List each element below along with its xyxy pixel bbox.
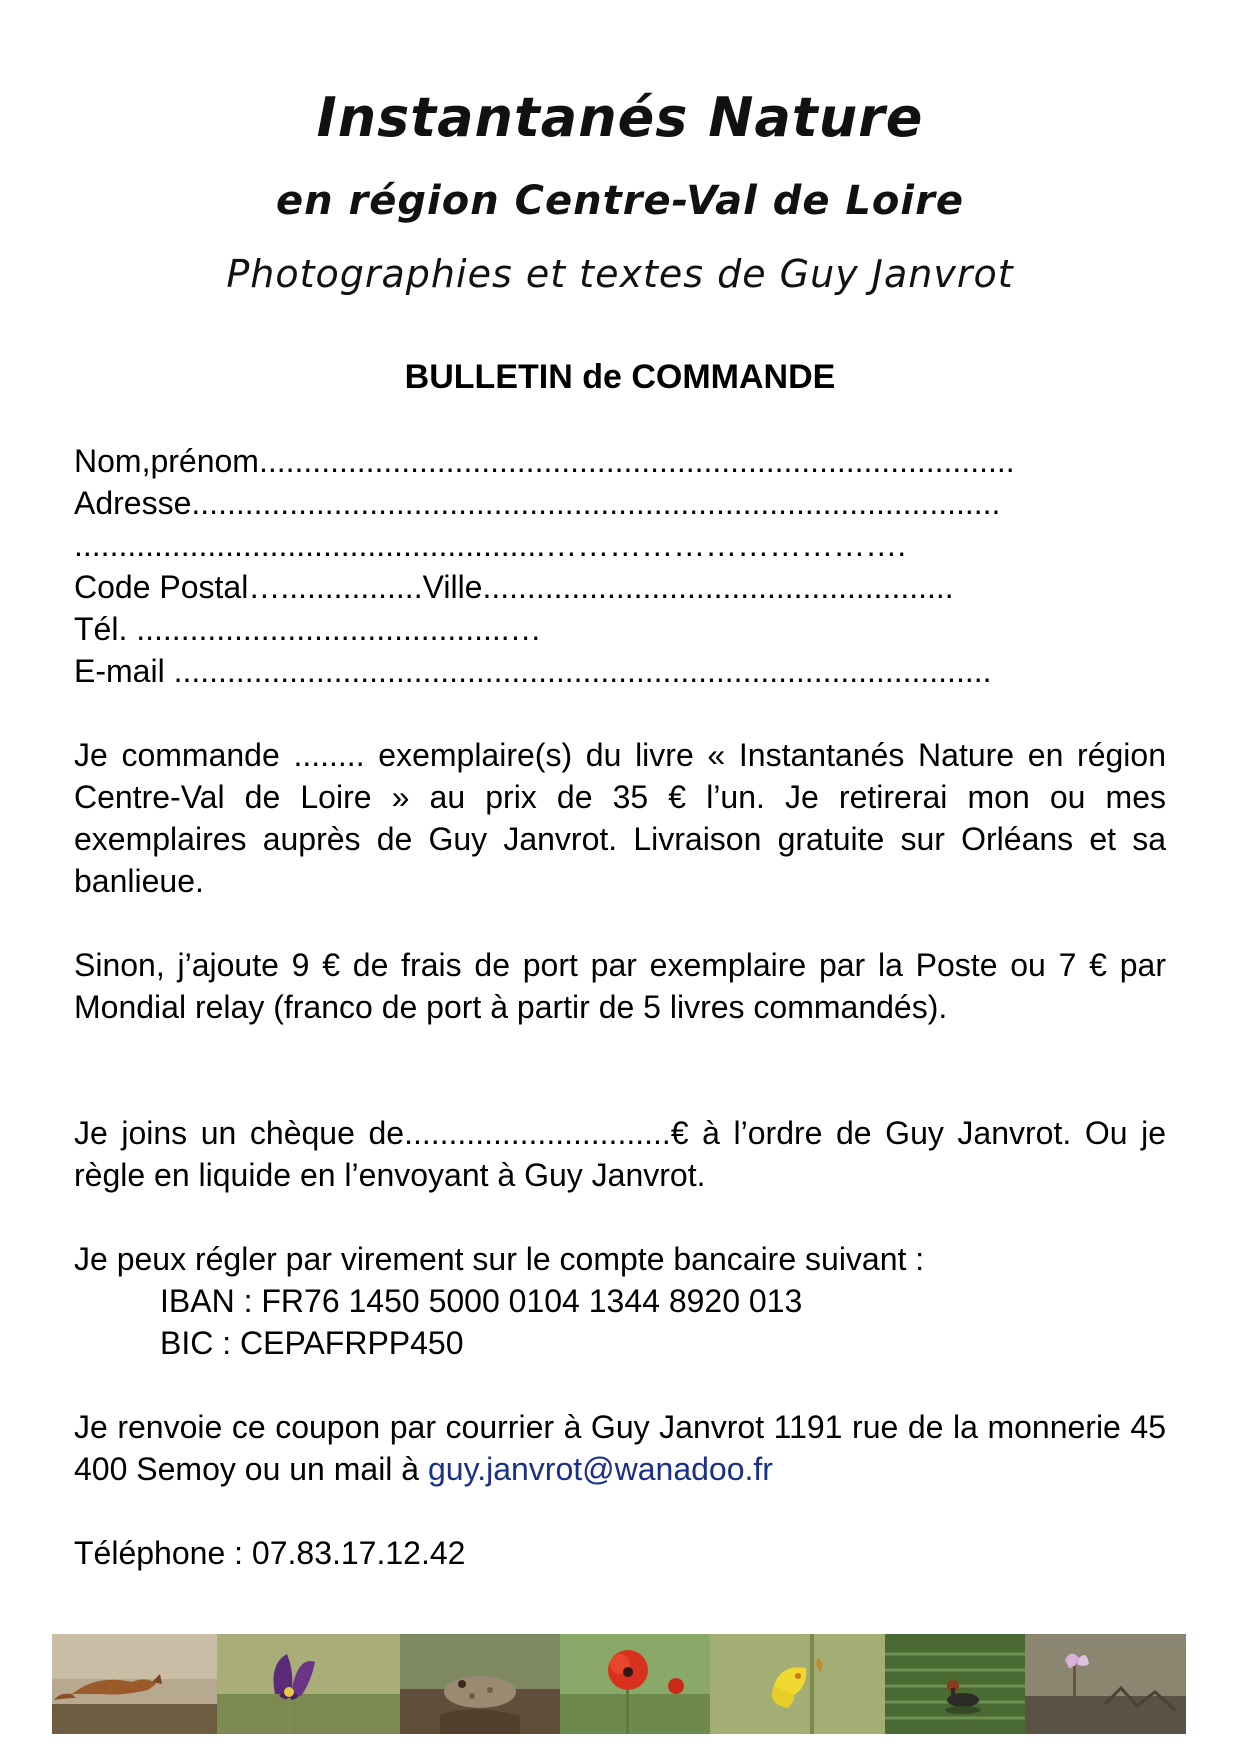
bic: BIC : CEPAFRPP450 xyxy=(160,1325,464,1361)
bank-intro: Je peux régler par virement sur le compte bancaire suivant : xyxy=(74,1241,925,1277)
iban: IBAN : FR76 1450 5000 0104 1344 8920 013 xyxy=(160,1283,803,1319)
order-paragraph: Je commande ........ exemplaire(s) du livre « Instantanés Nature en région Centre-Val de Loire » au prix de 35 € l’un. Je retirerai mon ou mes exemplaires auprès de Guy Janvrot. Livraison gratuite sur Orléans et sa banlieue. xyxy=(74,737,1166,899)
toad-photo xyxy=(400,1634,560,1734)
email-link[interactable]: guy.janvrot@wanadoo.fr xyxy=(427,1451,773,1487)
name-field[interactable]: Nom,prénom..................................................................................... xyxy=(74,443,1015,479)
order-form-heading: BULLETIN de COMMANDE xyxy=(404,358,836,396)
address-field-2[interactable]: .....................................................……………………………. xyxy=(74,527,907,563)
address-field[interactable]: Adresse........................................................................................... xyxy=(74,485,1001,521)
phone-field[interactable]: Tél. ..........................................… xyxy=(74,611,542,647)
photo-strip xyxy=(52,1634,1186,1734)
return-paragraph xyxy=(74,1406,1166,1490)
cyclamen-photo xyxy=(1025,1634,1186,1734)
shipping-paragraph: Sinon, j’ajoute 9 € de frais de port par exemplaire par la Poste ou 7 € par Mondial relay (franco de port à partir de 5 livres commandés). xyxy=(74,947,1166,1025)
return-text: Je renvoie ce coupon par courrier à Guy Janvrot 1191 rue de la monnerie 45 400 Semoy ou un mail à xyxy=(74,1409,1166,1487)
book-credit: Photographies et textes de Guy Janvrot xyxy=(226,252,1014,296)
poppy-photo xyxy=(560,1634,710,1734)
customer-info-form xyxy=(74,440,1166,692)
bank-transfer-section xyxy=(74,1238,1166,1364)
fox-photo xyxy=(52,1634,217,1734)
grebe-photo xyxy=(885,1634,1025,1734)
payment-paragraph: Je joins un chèque de..............................€ à l’ordre de Guy Janvrot. Ou je règle en liquide en l’envoyant à Guy Janvrot. xyxy=(74,1115,1166,1193)
book-subtitle: en région Centre-Val de Loire xyxy=(276,178,964,224)
pasque-flower-photo xyxy=(217,1634,400,1734)
butterfly-photo xyxy=(710,1634,885,1734)
book-title: Instantanés Nature xyxy=(316,86,924,149)
postal-city-field[interactable]: Code Postal…................Ville..................................................... xyxy=(74,569,954,605)
email-field[interactable]: E-mail ............................................................................................ xyxy=(74,653,992,689)
contact-phone: Téléphone : 07.83.17.12.42 xyxy=(74,1535,466,1571)
